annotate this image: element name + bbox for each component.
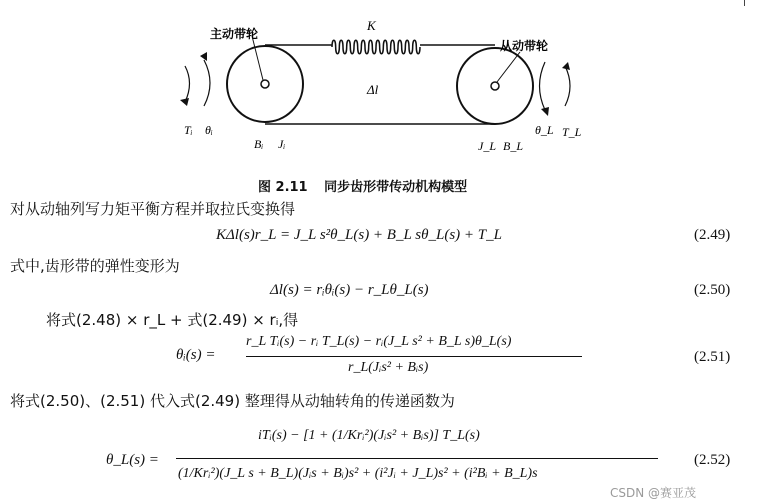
equation-2-50: Δl(s) = rᵢθᵢ(s) − r_Lθ_L(s) [270, 282, 429, 298]
drive-pulley-axle [261, 80, 269, 88]
driven-pulley-label: 从动带轮 [500, 39, 549, 53]
equation-2-52-lhs: θ_L(s) = [106, 452, 159, 468]
bl-label: B_L [503, 139, 524, 153]
equation-2-52-denominator: (1/Krᵢ²)(J_L s + B_L)(Jᵢs + Bᵢ)s² + (i²Jᵢ + J_L)s² + (i²Bᵢ + B_L)s [178, 466, 538, 481]
equation-2-51-denominator: r_L(Jᵢs² + Bᵢs) [348, 360, 429, 375]
figure-caption [258, 176, 467, 195]
theta-i-label: θᵢ [205, 123, 213, 137]
equation-number-2-52: (2.52) [694, 452, 731, 468]
driven-pulley-axle [491, 82, 499, 90]
spring-k-label: K [367, 18, 376, 33]
ti-label: Tᵢ [184, 123, 193, 137]
equation-2-51-fraction-bar [246, 356, 582, 357]
arrowhead-left-2 [200, 52, 207, 61]
equation-number-2-49: (2.49) [694, 227, 731, 243]
jl-label: J_L [478, 139, 496, 153]
page-edge-line [744, 0, 745, 6]
equation-number-2-50: (2.50) [694, 282, 731, 298]
arrowhead-left-1 [180, 98, 189, 106]
paragraph-line-2: 式中,齿形带的弹性变形为 [10, 257, 180, 275]
arrowhead-right-2 [562, 62, 570, 70]
paragraph-line-4: 将式(2.50)、(2.51) 代入式(2.49) 整理得从动轴转角的传递函数为 [10, 392, 455, 410]
equation-2-52-numerator: iTᵢ(s) − [1 + (1/Krᵢ²)(Jᵢs² + Bᵢs)] T_L(s) [258, 428, 480, 443]
torque-arc-right-1 [540, 62, 546, 110]
delta-l-label: Δl [367, 82, 379, 97]
csdn-watermark: CSDN @赛亚茂 [610, 486, 697, 500]
equation-2-51-numerator: r_L Tᵢ(s) − rᵢ T_L(s) − rᵢ(J_L s² + B_L s)θ_L(s) [246, 334, 512, 349]
equation-2-52-fraction-bar [176, 458, 658, 459]
tl-label: T_L [562, 125, 582, 139]
caption-text: 同步齿形带传动机构模型 [324, 180, 468, 195]
equation-2-49: KΔl(s)r_L = J_L s²θ_L(s) + B_L sθ_L(s) + T_L [216, 227, 502, 243]
paragraph-line-1: 对从动轴列写力矩平衡方程并取拉氏变换得 [10, 200, 296, 218]
arrowhead-right-1 [541, 107, 549, 116]
theta-l-label: θ_L [535, 123, 554, 137]
ji-label: Jᵢ [278, 137, 286, 151]
belt-drive-figure [160, 0, 600, 170]
torque-arc-right-2 [565, 66, 570, 106]
bi-label: Bᵢ [254, 137, 264, 151]
caption-number: 图 2.11 [258, 180, 308, 195]
torque-arc-left-1 [185, 66, 190, 102]
torque-arc-left-2 [204, 60, 210, 106]
equation-2-51-lhs: θᵢ(s) = [176, 347, 216, 363]
equation-number-2-51: (2.51) [694, 349, 731, 365]
drive-pulley-label: 主动带轮 [210, 27, 259, 41]
paragraph-line-3: 将式(2.48) × r_L + 式(2.49) × rᵢ,得 [46, 311, 299, 329]
